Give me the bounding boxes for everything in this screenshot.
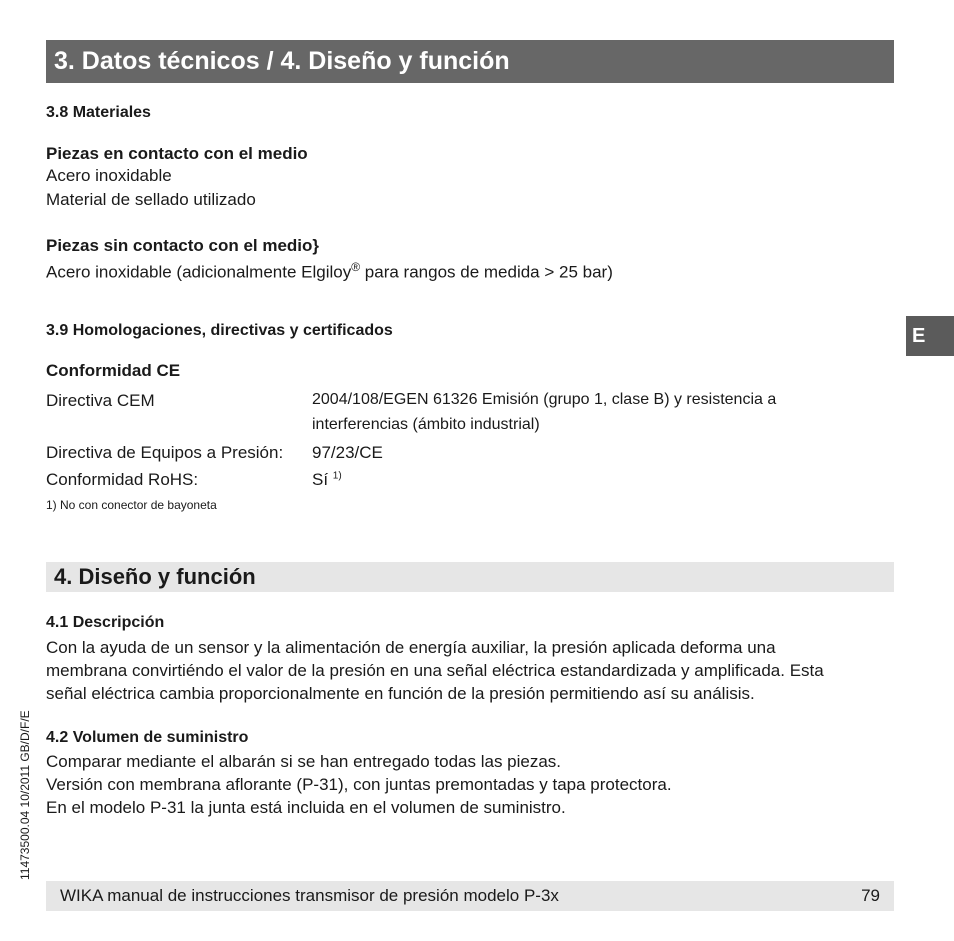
- approval-value-rohs: [312, 470, 342, 490]
- approval-value-ped: 97/23/CE: [312, 443, 383, 462]
- section-4-title: 4. Diseño y función: [46, 562, 894, 592]
- page-header: 3. Datos técnicos / 4. Diseño y función: [46, 40, 894, 83]
- ce-conformity-heading: Conformidad CE: [46, 361, 181, 380]
- approval-label-rohs: Conformidad RoHS:: [46, 470, 199, 489]
- nonwetted-parts-heading: Piezas sin contacto con el medio}: [46, 236, 320, 255]
- wetted-parts-heading: Piezas en contacto con el medio: [46, 144, 308, 163]
- registered-mark: ®: [351, 260, 361, 274]
- supply-line-3: En el modelo P-31 la junta está incluida en el volumen de suministro.: [46, 798, 566, 817]
- footer-text: WIKA manual de instrucciones transmisor de presión modelo P-3x: [60, 886, 559, 905]
- wetted-parts-line-2: Material de sellado utilizado: [46, 190, 256, 209]
- footnote: 1) No con conector de bayoneta: [46, 498, 217, 512]
- rohs-value: Sí: [312, 470, 329, 489]
- supply-heading: 4.2 Volumen de suministro: [46, 729, 249, 746]
- approval-label-emc: Directiva CEM: [46, 391, 155, 410]
- supply-line-2: Versión con membrana aflorante (P-31), con juntas premontadas y tapa protectora.: [46, 775, 672, 794]
- materials-heading: 3.8 Materiales: [46, 104, 151, 121]
- page-footer: [46, 881, 894, 911]
- nonwetted-suffix: para rangos de medida > 25 bar): [360, 262, 613, 282]
- approval-label-ped: Directiva de Equipos a Presión:: [46, 443, 284, 462]
- wetted-parts-line-1: Acero inoxidable: [46, 166, 172, 185]
- supply-line-1: Comparar mediante el albarán si se han entregado todas las piezas.: [46, 752, 562, 771]
- document-code: 11473500.04 10/2011 GB/D/F/E: [18, 710, 32, 880]
- rohs-footnote-ref: 1): [332, 470, 342, 482]
- nonwetted-prefix: Acero inoxidable (adicionalmente Elgiloy: [46, 262, 352, 282]
- approvals-heading: 3.9 Homologaciones, directivas y certificados: [46, 322, 393, 339]
- description-line-3: señal eléctrica cambia proporcionalmente en función de la presión permitiendo así su análisis.: [46, 684, 755, 703]
- approval-value-emc: 2004/108/EGEN 61326 Emisión (grupo 1, clase B) y resistencia a: [312, 391, 777, 408]
- description-heading: 4.1 Descripción: [46, 614, 165, 631]
- page-number: 79: [861, 886, 880, 905]
- description-line-1: Con la ayuda de un sensor y la alimentación de energía auxiliar, la presión aplicada deforma una: [46, 638, 776, 657]
- approval-value-emc-cont: interferencias (ámbito industrial): [312, 416, 540, 433]
- nonwetted-parts-text: [46, 260, 613, 283]
- description-line-2: membrana convirtiéndo el valor de la presión en una señal eléctrica estandardizada y amplificada. Esta: [46, 661, 824, 680]
- language-tab: E: [906, 316, 954, 356]
